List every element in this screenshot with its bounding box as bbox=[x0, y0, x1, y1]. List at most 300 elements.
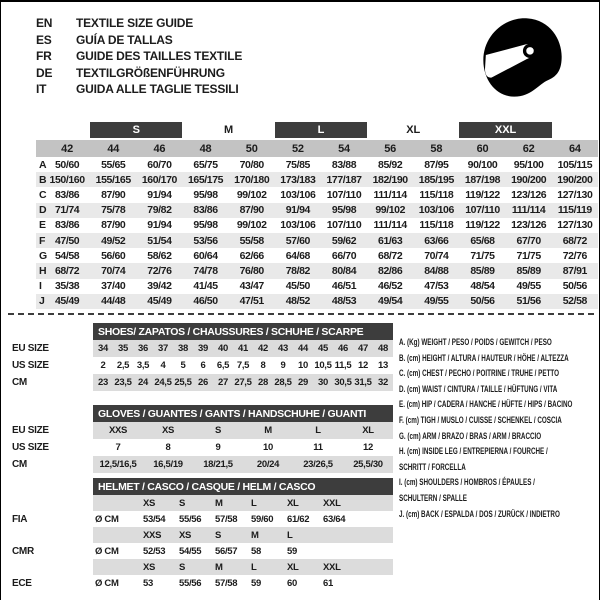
table-row bbox=[9, 527, 393, 543]
table-cell: 24 bbox=[133, 374, 153, 391]
table-row bbox=[9, 422, 393, 439]
legend-line: SCHULTERN / SPALLE bbox=[399, 492, 467, 503]
row-label: D bbox=[36, 203, 44, 218]
table-cell: 119/122 bbox=[465, 188, 500, 201]
table-cell: 70/74 bbox=[424, 249, 449, 262]
table-cell: 11,5 bbox=[334, 360, 352, 371]
group-m: M bbox=[182, 122, 274, 139]
row-label: US SIZE bbox=[12, 360, 49, 371]
table-cell: 8 bbox=[260, 360, 266, 371]
table-cell: 57/58 bbox=[215, 577, 238, 589]
table-cell: 57/60 bbox=[275, 233, 321, 248]
table-cell: 68/72 bbox=[44, 263, 90, 278]
table-row bbox=[9, 575, 393, 591]
row-label: A bbox=[39, 158, 47, 171]
table-cell: XXL bbox=[321, 559, 357, 575]
language-row-de bbox=[36, 65, 242, 82]
table-cell: 87/90 bbox=[101, 219, 126, 232]
table-cell: 103/106 bbox=[280, 219, 316, 232]
table-cell: 115/119 bbox=[552, 203, 598, 218]
legend-line: H. (cm) INSIDE LEG / ENTREPIERNA / FOURCHE / bbox=[399, 446, 548, 457]
table-cell: 48 bbox=[373, 340, 393, 357]
table-cell: 74/78 bbox=[182, 263, 228, 278]
row-label: FIA bbox=[12, 513, 28, 525]
table-cell: 60 bbox=[459, 139, 505, 157]
table-cell: 63/66 bbox=[413, 233, 459, 248]
legend-line: D. (cm) WAIST / CINTURA / TAILLE / HÜFTUNG / VITA bbox=[399, 383, 558, 394]
table-cell: 44/48 bbox=[90, 294, 136, 309]
table-cell: S bbox=[177, 559, 213, 575]
table-cell: 43 bbox=[273, 340, 293, 357]
table-cell: 51/56 bbox=[506, 294, 552, 309]
table-cell: 71/74 bbox=[44, 203, 90, 218]
table-cell: 7,5 bbox=[236, 360, 250, 371]
accessory-tables bbox=[9, 323, 393, 591]
table-cell: 49/52 bbox=[90, 233, 136, 248]
table-cell: 60/70 bbox=[147, 158, 172, 171]
table-cell: XXL bbox=[321, 495, 357, 511]
title-spacer bbox=[9, 478, 93, 495]
table-cell: 12,5/16,5 bbox=[93, 456, 143, 473]
table-cell: 12 bbox=[358, 360, 368, 371]
table-cell: 2 bbox=[100, 360, 106, 371]
table-cell: 82/86 bbox=[367, 263, 413, 278]
table-cell: 185/195 bbox=[413, 172, 459, 187]
table-cell: Ø CM bbox=[95, 513, 119, 525]
table-cell: 10,5 bbox=[314, 360, 332, 371]
table-cell: 55/56 bbox=[179, 513, 202, 525]
table-row bbox=[36, 233, 598, 248]
table-cell: 30 bbox=[313, 374, 333, 391]
row-label: EU SIZE bbox=[12, 425, 49, 436]
shoes-size-table bbox=[9, 323, 393, 391]
table-cell bbox=[357, 527, 393, 543]
legend-line: C. (cm) CHEST / PECHO / POITRINE / TRUHE / PETTO bbox=[399, 368, 560, 379]
table-cell: 150/160 bbox=[44, 172, 90, 187]
table-cell: 127/130 bbox=[557, 219, 593, 232]
table-cell: 84/88 bbox=[413, 263, 459, 278]
row-label: ECE bbox=[12, 577, 32, 589]
table-cell: 170/180 bbox=[229, 172, 275, 187]
table-cell: 40 bbox=[213, 340, 233, 357]
table-cell: 65/75 bbox=[193, 158, 218, 171]
table-cell: 4 bbox=[160, 360, 166, 371]
table-cell: 85/89 bbox=[459, 263, 505, 278]
table-cell: 58/62 bbox=[147, 249, 172, 262]
table-cell: 85/92 bbox=[378, 158, 403, 171]
legend-line: F. (cm) TIGH / MUSLO / CUISSE / SCHENKEL / COSCIA bbox=[399, 414, 562, 425]
table-cell: 75/85 bbox=[285, 158, 310, 171]
table-row bbox=[9, 439, 393, 456]
table-cell: 64 bbox=[552, 139, 598, 157]
legend-line: A. (Kg) WEIGHT / PESO / POIDS / GEWITCH / PESO bbox=[399, 337, 552, 347]
table-cell: 83/86 bbox=[54, 219, 80, 232]
table-cell bbox=[321, 527, 357, 543]
table-row bbox=[9, 511, 393, 527]
table-cell: 99/102 bbox=[367, 203, 413, 218]
table-cell: 27 bbox=[213, 374, 233, 391]
group-spacer bbox=[552, 122, 598, 139]
language-row-en bbox=[36, 15, 242, 32]
table-cell: 43/47 bbox=[239, 280, 264, 293]
table-row bbox=[9, 456, 393, 473]
table-cell: 53 bbox=[143, 577, 153, 589]
table-cell: 45/50 bbox=[285, 280, 310, 293]
table-cell: 53/56 bbox=[182, 233, 228, 248]
table-cell: 20/24 bbox=[243, 456, 293, 473]
table-cell: 177/187 bbox=[321, 172, 367, 187]
table-cell: 6 bbox=[200, 360, 206, 371]
table-row bbox=[36, 263, 598, 278]
table-cell bbox=[357, 511, 393, 527]
row-label: US SIZE bbox=[12, 442, 49, 453]
table-cell: 48 bbox=[182, 139, 228, 157]
legend-line: B. (cm) HEIGHT / ALTURA / HAUTEUR / HÖHE / ALTEZZA bbox=[399, 352, 569, 363]
table-cell: 5 bbox=[180, 360, 186, 371]
language-title: TEXTILE SIZE GUIDE bbox=[76, 16, 194, 30]
table-cell: 59/60 bbox=[251, 513, 274, 525]
table-cell: 115/118 bbox=[419, 188, 454, 201]
table-cell: L bbox=[249, 559, 285, 575]
table-cell: 79/82 bbox=[136, 203, 182, 218]
table-cell: 95/98 bbox=[193, 219, 218, 232]
measurement-legend bbox=[399, 335, 598, 522]
size-group-header bbox=[36, 122, 598, 139]
table-cell: 127/130 bbox=[557, 188, 593, 201]
row-label: G bbox=[39, 249, 47, 262]
legend-line: SCHRITT / FORCELLA bbox=[399, 461, 466, 472]
table-cell: L bbox=[293, 422, 343, 439]
helmet-title: HELMET / CASCO / CASQUE / HELM / CASCO bbox=[93, 478, 393, 495]
gloves-title-row bbox=[9, 405, 393, 422]
language-row-it bbox=[36, 81, 242, 98]
table-cell: 50/60 bbox=[54, 158, 80, 171]
helmet-size-table bbox=[9, 478, 393, 591]
table-cell: XL bbox=[285, 559, 321, 575]
row-label: I bbox=[39, 280, 42, 293]
table-cell: 11 bbox=[313, 442, 323, 453]
table-row bbox=[36, 279, 598, 294]
row-label: C bbox=[39, 188, 47, 201]
table-cell: 55/65 bbox=[101, 158, 126, 171]
row-label: E bbox=[39, 219, 46, 232]
table-cell: 173/183 bbox=[275, 172, 321, 187]
table-cell: 25,5/30 bbox=[343, 456, 393, 473]
table-cell bbox=[357, 495, 393, 511]
table-cell: 72/76 bbox=[136, 263, 182, 278]
table-cell: 49/55 bbox=[413, 294, 459, 309]
table-cell: 37 bbox=[153, 340, 173, 357]
table-cell: 56/57 bbox=[215, 545, 238, 557]
table-cell: 48/52 bbox=[275, 294, 321, 309]
legend-line: J. (cm) BACK / ESPALDA / DOS / ZURÜCK / INDIETRO bbox=[399, 508, 560, 519]
table-cell: 27,5 bbox=[233, 374, 253, 391]
table-row bbox=[9, 495, 393, 511]
table-cell: 32 bbox=[373, 374, 393, 391]
table-row bbox=[36, 294, 598, 309]
table-cell: 47/53 bbox=[424, 280, 449, 293]
table-cell: 39/42 bbox=[147, 280, 172, 293]
table-cell: 13 bbox=[378, 360, 388, 371]
table-cell: 12 bbox=[363, 442, 373, 453]
row-label: F bbox=[36, 233, 44, 248]
table-cell: XXS bbox=[93, 422, 143, 439]
language-row-fr bbox=[36, 48, 242, 65]
table-cell: 58 bbox=[251, 545, 261, 557]
table-cell: 70/74 bbox=[90, 263, 136, 278]
table-cell: 123/126 bbox=[511, 219, 547, 232]
table-cell bbox=[93, 527, 141, 543]
garment-size-table bbox=[36, 122, 598, 309]
table-row bbox=[36, 172, 598, 187]
table-cell: XL bbox=[343, 422, 393, 439]
table-cell: 44 bbox=[293, 340, 313, 357]
row-label: EU SIZE bbox=[12, 343, 49, 354]
table-cell: 85/89 bbox=[506, 263, 552, 278]
table-row bbox=[9, 543, 393, 559]
table-cell: 29 bbox=[293, 374, 313, 391]
table-cell: 41/45 bbox=[193, 280, 218, 293]
table-cell: 38 bbox=[173, 340, 193, 357]
language-code: ES bbox=[36, 32, 52, 47]
title-spacer bbox=[9, 323, 93, 340]
table-cell: 78/82 bbox=[275, 263, 321, 278]
table-cell: 45/49 bbox=[44, 294, 90, 309]
table-cell: S bbox=[177, 495, 213, 511]
table-cell: 59 bbox=[251, 577, 261, 589]
table-cell: 187/198 bbox=[459, 172, 505, 187]
row-label bbox=[9, 559, 93, 575]
table-cell: 31,5 bbox=[353, 374, 373, 391]
table-cell: 9 bbox=[280, 360, 286, 371]
table-cell: 62 bbox=[506, 139, 552, 157]
table-cell: 61/63 bbox=[367, 233, 413, 248]
language-title: GUIDA ALLE TAGLIE TESSILI bbox=[76, 82, 239, 96]
row-label: CM bbox=[12, 459, 27, 470]
language-code: DE bbox=[36, 65, 53, 80]
table-row bbox=[9, 374, 393, 391]
table-row bbox=[36, 187, 598, 202]
table-cell: 54 bbox=[321, 139, 367, 157]
table-cell: 54/55 bbox=[179, 545, 202, 557]
table-cell: 111/114 bbox=[373, 219, 407, 232]
table-row bbox=[36, 203, 598, 218]
table-cell: 80/84 bbox=[321, 263, 367, 278]
table-cell: 56/60 bbox=[101, 249, 126, 262]
table-cell: 28,5 bbox=[273, 374, 293, 391]
table-cell: 52/53 bbox=[143, 545, 166, 557]
table-cell: 23 bbox=[93, 374, 113, 391]
table-cell: 71/75 bbox=[516, 249, 541, 262]
language-title: TEXTILGRÖßENFÜHRUNG bbox=[76, 65, 225, 80]
language-title: GUÍA DE TALLAS bbox=[76, 32, 173, 47]
table-cell: 61 bbox=[323, 577, 333, 589]
gloves-size-table bbox=[9, 405, 393, 473]
table-cell: 49/55 bbox=[516, 280, 541, 293]
table-cell bbox=[321, 543, 357, 559]
group-xxl: XXL bbox=[459, 122, 551, 139]
group-spacer bbox=[36, 122, 90, 139]
row-label bbox=[9, 495, 93, 511]
table-cell: 87/95 bbox=[424, 158, 449, 171]
table-cell: 75/78 bbox=[90, 203, 136, 218]
table-cell: XS bbox=[177, 527, 213, 543]
table-cell: 62/66 bbox=[239, 249, 264, 262]
table-cell: 90/100 bbox=[467, 158, 498, 171]
table-cell: 54/58 bbox=[54, 249, 80, 262]
table-cell: 99/102 bbox=[236, 188, 267, 201]
table-cell: L bbox=[249, 495, 285, 511]
table-cell: 52 bbox=[275, 139, 321, 157]
table-cell: 59 bbox=[287, 545, 297, 557]
table-cell: 55/56 bbox=[179, 577, 202, 589]
table-cell: 50/56 bbox=[459, 294, 505, 309]
row-label: CMR bbox=[12, 545, 34, 557]
table-cell: 45 bbox=[313, 340, 333, 357]
table-cell: 44 bbox=[90, 139, 136, 157]
table-cell: L bbox=[285, 527, 321, 543]
row-label: H bbox=[36, 263, 44, 278]
table-cell: 10 bbox=[263, 442, 273, 453]
table-cell: M bbox=[213, 495, 249, 511]
table-cell: 57/58 bbox=[215, 513, 238, 525]
table-cell: 42 bbox=[44, 139, 90, 157]
table-cell: M bbox=[213, 559, 249, 575]
language-row-es bbox=[36, 32, 242, 49]
table-cell: 68/72 bbox=[552, 233, 598, 248]
table-cell: 95/100 bbox=[513, 158, 544, 171]
row-label: B bbox=[36, 172, 44, 187]
table-cell: 55/58 bbox=[229, 233, 275, 248]
table-cell: 71/75 bbox=[470, 249, 495, 262]
table-cell: 99/102 bbox=[236, 219, 267, 232]
table-cell: 47/51 bbox=[229, 294, 275, 309]
table-cell: 190/200 bbox=[552, 172, 598, 187]
table-cell: 9 bbox=[215, 442, 221, 453]
table-cell: 34 bbox=[93, 340, 113, 357]
table-cell: XS bbox=[141, 559, 177, 575]
table-cell: 95/98 bbox=[193, 188, 218, 201]
table-cell: 53/54 bbox=[143, 513, 166, 525]
table-cell: 103/106 bbox=[280, 188, 316, 201]
table-cell: 51/54 bbox=[136, 233, 182, 248]
table-cell: 76/80 bbox=[229, 263, 275, 278]
table-cell: 190/200 bbox=[506, 172, 552, 187]
table-cell: 105/115 bbox=[557, 158, 593, 171]
table-cell: 83/86 bbox=[182, 203, 228, 218]
table-row bbox=[36, 157, 598, 172]
section-divider bbox=[8, 313, 594, 315]
table-cell bbox=[357, 543, 393, 559]
table-cell: 111/114 bbox=[506, 203, 552, 218]
table-cell bbox=[357, 559, 393, 575]
table-row bbox=[9, 340, 393, 357]
table-cell: 87/90 bbox=[229, 203, 275, 218]
table-cell: XS bbox=[143, 422, 193, 439]
legend-line: E. (cm) HIP / CADERA / HANCHE / HÜFTE / HIPS / BACINO bbox=[399, 399, 573, 410]
language-title-list bbox=[36, 15, 242, 98]
table-row bbox=[36, 218, 598, 233]
table-cell: 50/56 bbox=[562, 280, 587, 293]
table-cell: 119/122 bbox=[465, 219, 500, 232]
table-cell: 47 bbox=[353, 340, 373, 357]
table-cell: 160/170 bbox=[136, 172, 182, 187]
table-cell: 37/40 bbox=[101, 280, 126, 293]
table-cell: 123/126 bbox=[511, 188, 547, 201]
table-cell: 58 bbox=[413, 139, 459, 157]
table-cell: Ø CM bbox=[95, 577, 119, 589]
table-cell: 16,5/19 bbox=[143, 456, 193, 473]
table-cell: 35/38 bbox=[54, 280, 80, 293]
table-cell bbox=[93, 559, 141, 575]
table-cell: 36 bbox=[133, 340, 153, 357]
table-cell: 91/94 bbox=[147, 188, 172, 201]
table-cell: 52/58 bbox=[552, 294, 598, 309]
table-row bbox=[36, 248, 598, 263]
table-cell: 68/72 bbox=[378, 249, 403, 262]
table-cell: 45/49 bbox=[136, 294, 182, 309]
language-code: IT bbox=[36, 82, 47, 96]
table-cell: 48/53 bbox=[321, 294, 367, 309]
table-cell: Ø CM bbox=[95, 545, 119, 557]
table-cell: 182/190 bbox=[367, 172, 413, 187]
helmet-title-row bbox=[9, 478, 393, 495]
table-cell: 46/50 bbox=[182, 294, 228, 309]
table-cell: 87/90 bbox=[101, 188, 126, 201]
table-cell: M bbox=[249, 527, 285, 543]
row-label bbox=[9, 527, 93, 543]
table-cell: 83/86 bbox=[54, 188, 80, 201]
language-code: FR bbox=[36, 49, 52, 63]
table-cell: 107/110 bbox=[326, 188, 362, 201]
group-s: S bbox=[90, 122, 182, 139]
row-label: CM bbox=[12, 377, 27, 388]
table-cell: 46 bbox=[136, 139, 182, 157]
table-cell: XS bbox=[141, 495, 177, 511]
table-cell: 63/64 bbox=[323, 513, 346, 525]
table-cell: 66/70 bbox=[331, 249, 357, 262]
table-cell: 49/54 bbox=[367, 294, 413, 309]
legend-line: I. (cm) SHOULDERS / HOMBROS / ÉPAULES / bbox=[399, 477, 535, 488]
title-spacer bbox=[9, 405, 93, 422]
table-cell: 30,5 bbox=[333, 374, 353, 391]
shoes-title-row bbox=[9, 323, 393, 340]
table-cell: 60 bbox=[287, 577, 297, 589]
table-cell: 95/98 bbox=[321, 203, 367, 218]
shoes-title: SHOES/ ZAPATOS / CHAUSSURES / SCHUHE / SCARPE bbox=[93, 323, 393, 340]
table-cell: 7 bbox=[115, 442, 121, 453]
table-cell: 26 bbox=[193, 374, 213, 391]
table-cell: 111/114 bbox=[373, 188, 407, 201]
table-cell: 39 bbox=[193, 340, 213, 357]
table-cell: 59/62 bbox=[321, 233, 367, 248]
table-row bbox=[36, 139, 598, 157]
table-cell: 107/110 bbox=[326, 219, 362, 232]
table-row bbox=[9, 357, 393, 374]
table-row bbox=[9, 559, 393, 575]
table-cell: 165/175 bbox=[182, 172, 228, 187]
table-cell: 107/110 bbox=[459, 203, 505, 218]
group-xl: XL bbox=[367, 122, 459, 139]
table-cell: 103/106 bbox=[413, 203, 459, 218]
table-cell: 23/26,5 bbox=[293, 456, 343, 473]
table-cell: 64/68 bbox=[285, 249, 310, 262]
table-cell: 70/80 bbox=[239, 158, 264, 171]
table-cell: 24,5 bbox=[153, 374, 173, 391]
table-cell: 41 bbox=[233, 340, 253, 357]
table-cell: 50 bbox=[229, 139, 275, 157]
table-cell: 56 bbox=[367, 139, 413, 157]
